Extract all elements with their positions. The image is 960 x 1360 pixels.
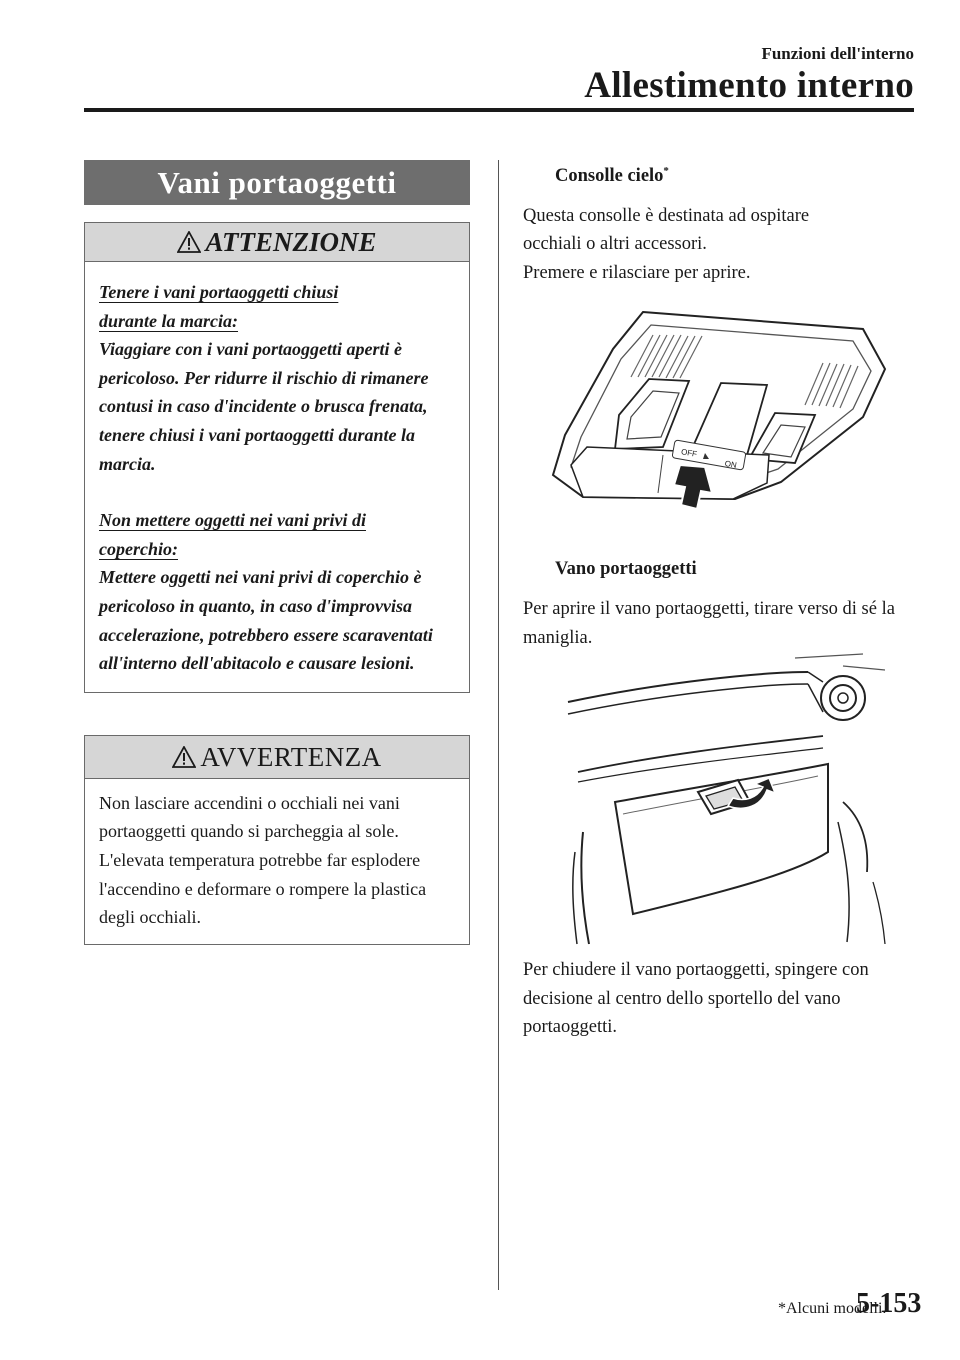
caution-heading-1-line-2: durante la marcia: [99,310,239,331]
caution-heading-2-line-2: coperchio: [99,538,178,559]
vano-open-text: Per aprire il vano portaoggetti, tirare verso di sé la maniglia. [523,598,895,648]
caution-heading-1-line-1: Tenere i vani portaoggetti chiusi [99,282,339,302]
header-title: Allestimento interno [584,65,914,106]
warning-triangle-icon [172,746,196,768]
press-arrow-icon [674,465,712,509]
caution-box [84,222,470,693]
subsection-title-consolle: Consolle cielo* [555,164,669,186]
page-number: 5-153 [856,1288,922,1319]
column-divider [498,160,499,1290]
notice-box [84,735,470,945]
caution-paragraph-2: Mettere oggetti nei vani privi di coperchio è pericoloso in quanto, in caso d'improvvisa accelerazione, potrebbero essere scaraventati all'interno dell'abitacolo e causare lesioni. [99,567,433,674]
caution-heading-2-line-1: Non mettere oggetti nei vani privi di [99,510,366,531]
left-column [84,160,470,945]
notice-header [85,736,469,779]
footnote: *Alcuni modelli. [778,1300,887,1317]
switch-off-label: OFF [680,447,698,460]
section-title: Vani portaoggetti [84,160,470,205]
header-subtitle: Funzioni dell'interno [761,44,914,63]
caution-label: ATTENZIONE [205,227,377,257]
consolle-text-line-1: Questa consolle è destinata ad ospitare [523,205,810,226]
switch-on-label: ON [724,459,738,471]
footnote-mark: * [663,164,669,177]
notice-body [85,779,469,944]
glovebox-illustration [523,652,915,950]
consolle-text-line-2: occhiali o altri accessori. [523,234,707,255]
right-column [523,162,915,1042]
notice-label: AVVERTENZA [200,741,382,772]
consolle-text-line-3: Premere e rilasciare per aprire. [523,262,751,283]
caution-body [85,262,469,692]
subsection-title-vano: Vano portaoggetti [555,559,697,580]
notice-paragraph: Non lasciare accendini o occhiali nei vani portaoggetti quando si parcheggia al sole. L'elevata temperatura potrebbe far esplodere l'accendino e deformare o rompere la plastica degli occhiali. [99,792,427,928]
caution-header [85,223,469,262]
caution-paragraph-1: Viaggiare con i vani portaoggetti aperti è pericoloso. Per ridurre il rischio di rimanere contusi in caso d'incidente o brusca frenata, tenere chiusi i vani portaoggetti durante la marcia. [99,339,429,474]
header-rule [84,108,914,112]
overhead-console-illustration [523,287,915,547]
warning-triangle-icon [177,231,201,253]
vano-close-text: Per chiudere il vano portaoggetti, spingere con decisione al centro dello sportello del vano portaoggetti. [523,960,869,1038]
